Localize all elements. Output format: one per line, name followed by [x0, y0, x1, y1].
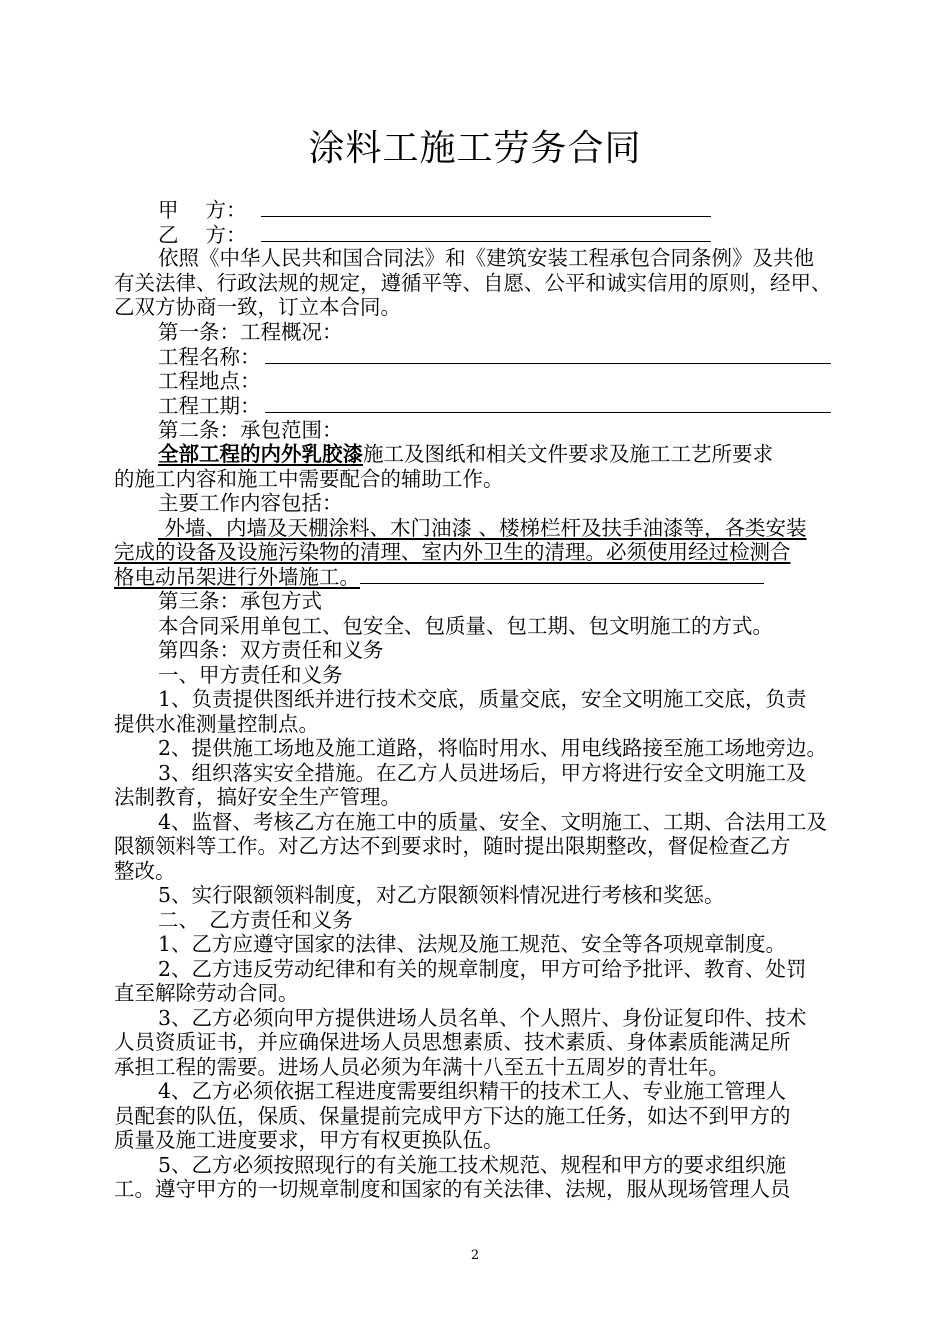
intro-line-3: 乙双方协商一致，订立本合同。 — [114, 295, 401, 319]
party-b-item-5-line-2: 工。遵守甲方的一切规章制度和国家的有关法律、法规，服从现场管理人员 — [114, 1177, 791, 1201]
project-duration-blank — [265, 393, 831, 413]
party-b-item-2-line-1: 2、乙方违反劳动纪律和有关的规章制度，甲方可给予批评、教育、处罚 — [158, 956, 807, 981]
project-duration-line — [114, 393, 842, 418]
article2-heading: 第二条：承包范围： — [158, 417, 343, 442]
party-b-item-3-line-2: 人员资质证书，并应确保进场人员思想素质、技术素质、身体素质能满足所 — [114, 1030, 791, 1054]
party-b-item-5-line-1: 5、乙方必须按照现行的有关施工技术规范、规程和甲方的要求组织施 — [158, 1152, 787, 1177]
page-number: 2 — [470, 1248, 480, 1263]
party-b-line — [114, 222, 842, 247]
main-work-text-3: 格电动吊架进行外墙施工。 — [114, 564, 360, 589]
party-a-label: 甲 方： — [158, 198, 247, 222]
main-work-blank — [360, 565, 764, 584]
main-work-line-2 — [114, 540, 842, 565]
party-a-item-2-line-1: 2、提供施工场地及施工道路，将临时用水、用电线路接至施工场地旁边。 — [158, 736, 828, 760]
article1-heading: 第一条：工程概况： — [158, 319, 343, 344]
article4-heading: 第四条：双方责任和义务 — [158, 638, 384, 662]
article3-text: 本合同采用单包工、包安全、包质量、包工期、包文明施工的方式。 — [158, 613, 773, 638]
party-b-duties-heading: 二、 乙方责任和义务 — [158, 907, 353, 932]
party-b-item-4-line-2: 员配套的队伍，保质、保量提前完成甲方下达的施工任务，如达不到甲方的 — [114, 1103, 791, 1128]
scope-line-1 — [114, 442, 842, 467]
party-a-item-1-line-1: 1、负责提供图纸并进行技术交底，质量交底，安全文明施工交底，负责 — [158, 687, 807, 711]
page-title: 涂料工施工劳务合同 — [308, 128, 642, 169]
scope-line-2: 的施工内容和施工中需要配合的辅助工作。 — [114, 466, 504, 491]
scope-bold: 全部工程的内外乳胶漆 — [158, 442, 363, 466]
main-work-line-1 — [114, 516, 842, 541]
project-location-label: 工程地点： — [158, 368, 261, 393]
party-b-item-3-line-1: 3、乙方必须向甲方提供进场人员名单、个人照片、身份证复印件、技术 — [158, 1005, 807, 1030]
party-b-item-4-line-1: 4、乙方必须依据工程进度需要组织精干的技术工人、专业施工管理人 — [158, 1079, 787, 1103]
party-a-item-4-line-2: 限额领料等工作。对乙方达不到要求时，随时提出限期整改，督促检查乙方 — [114, 834, 791, 858]
contract-body — [114, 197, 842, 1202]
party-a-item-5-line-1: 5、实行限额领料制度，对乙方限额领料情况进行考核和奖惩。 — [158, 883, 725, 907]
party-a-item-3-line-1: 3、组织落实安全措施。在乙方人员进场后，甲方将进行安全文明施工及 — [158, 760, 807, 785]
article3-heading: 第三条：承包方式 — [158, 589, 322, 613]
party-b-item-2-line-2: 直至解除劳动合同。 — [114, 981, 299, 1005]
project-name-line — [114, 344, 842, 369]
project-duration-label: 工程工期： — [158, 394, 261, 418]
scope-rest: 施工及图纸和相关文件要求及施工工艺所要求 — [363, 442, 773, 466]
party-a-blank — [261, 197, 711, 217]
party-a-duties-heading: 一、甲方责任和义务 — [158, 662, 343, 687]
party-b-item-1-line-1: 1、乙方应遵守国家的法律、法规及施工规范、安全等各项规章制度。 — [158, 932, 787, 956]
main-work-label: 主要工作内容包括： — [158, 491, 343, 515]
intro-line-1: 依照《中华人民共和国合同法》和《建筑安装工程承包合同条例》及共他 — [158, 246, 814, 270]
party-b-item-3-line-3: 承担工程的需要。进场人员必须为年满十八至五十五周岁的青壮年。 — [114, 1054, 729, 1079]
party-a-item-4-line-3: 整改。 — [114, 858, 176, 883]
project-name-blank — [265, 344, 831, 364]
party-a-line — [114, 197, 842, 222]
party-b-label: 乙 方： — [158, 222, 247, 247]
party-a-item-4-line-1: 4、监督、考核乙方在施工中的质量、安全、文明施工、工期、合法用工及 — [158, 809, 828, 834]
project-location-line — [114, 369, 842, 394]
project-name-label: 工程名称： — [158, 345, 261, 369]
main-work-text-2: 完成的设备及设施污染物的清理、室内外卫生的清理。必须使用经过检测合 — [114, 540, 791, 564]
party-a-item-3-line-2: 法制教育，搞好安全生产管理。 — [114, 785, 401, 809]
party-a-item-1-line-2: 提供水准测量控制点。 — [114, 711, 319, 736]
main-work-line-3 — [114, 565, 842, 590]
party-b-item-4-line-3: 质量及施工进度要求，甲方有权更换队伍。 — [114, 1128, 504, 1152]
main-work-text-1: 外墙、内墙及天棚涂料、木门油漆 、楼梯栏杆及扶手油漆等，各类安装 — [158, 515, 807, 540]
party-b-blank — [261, 222, 711, 242]
intro-line-2: 有关法律、行政法规的规定，遵循平等、自愿、公平和诚实信用的原则，经甲、 — [114, 270, 832, 295]
